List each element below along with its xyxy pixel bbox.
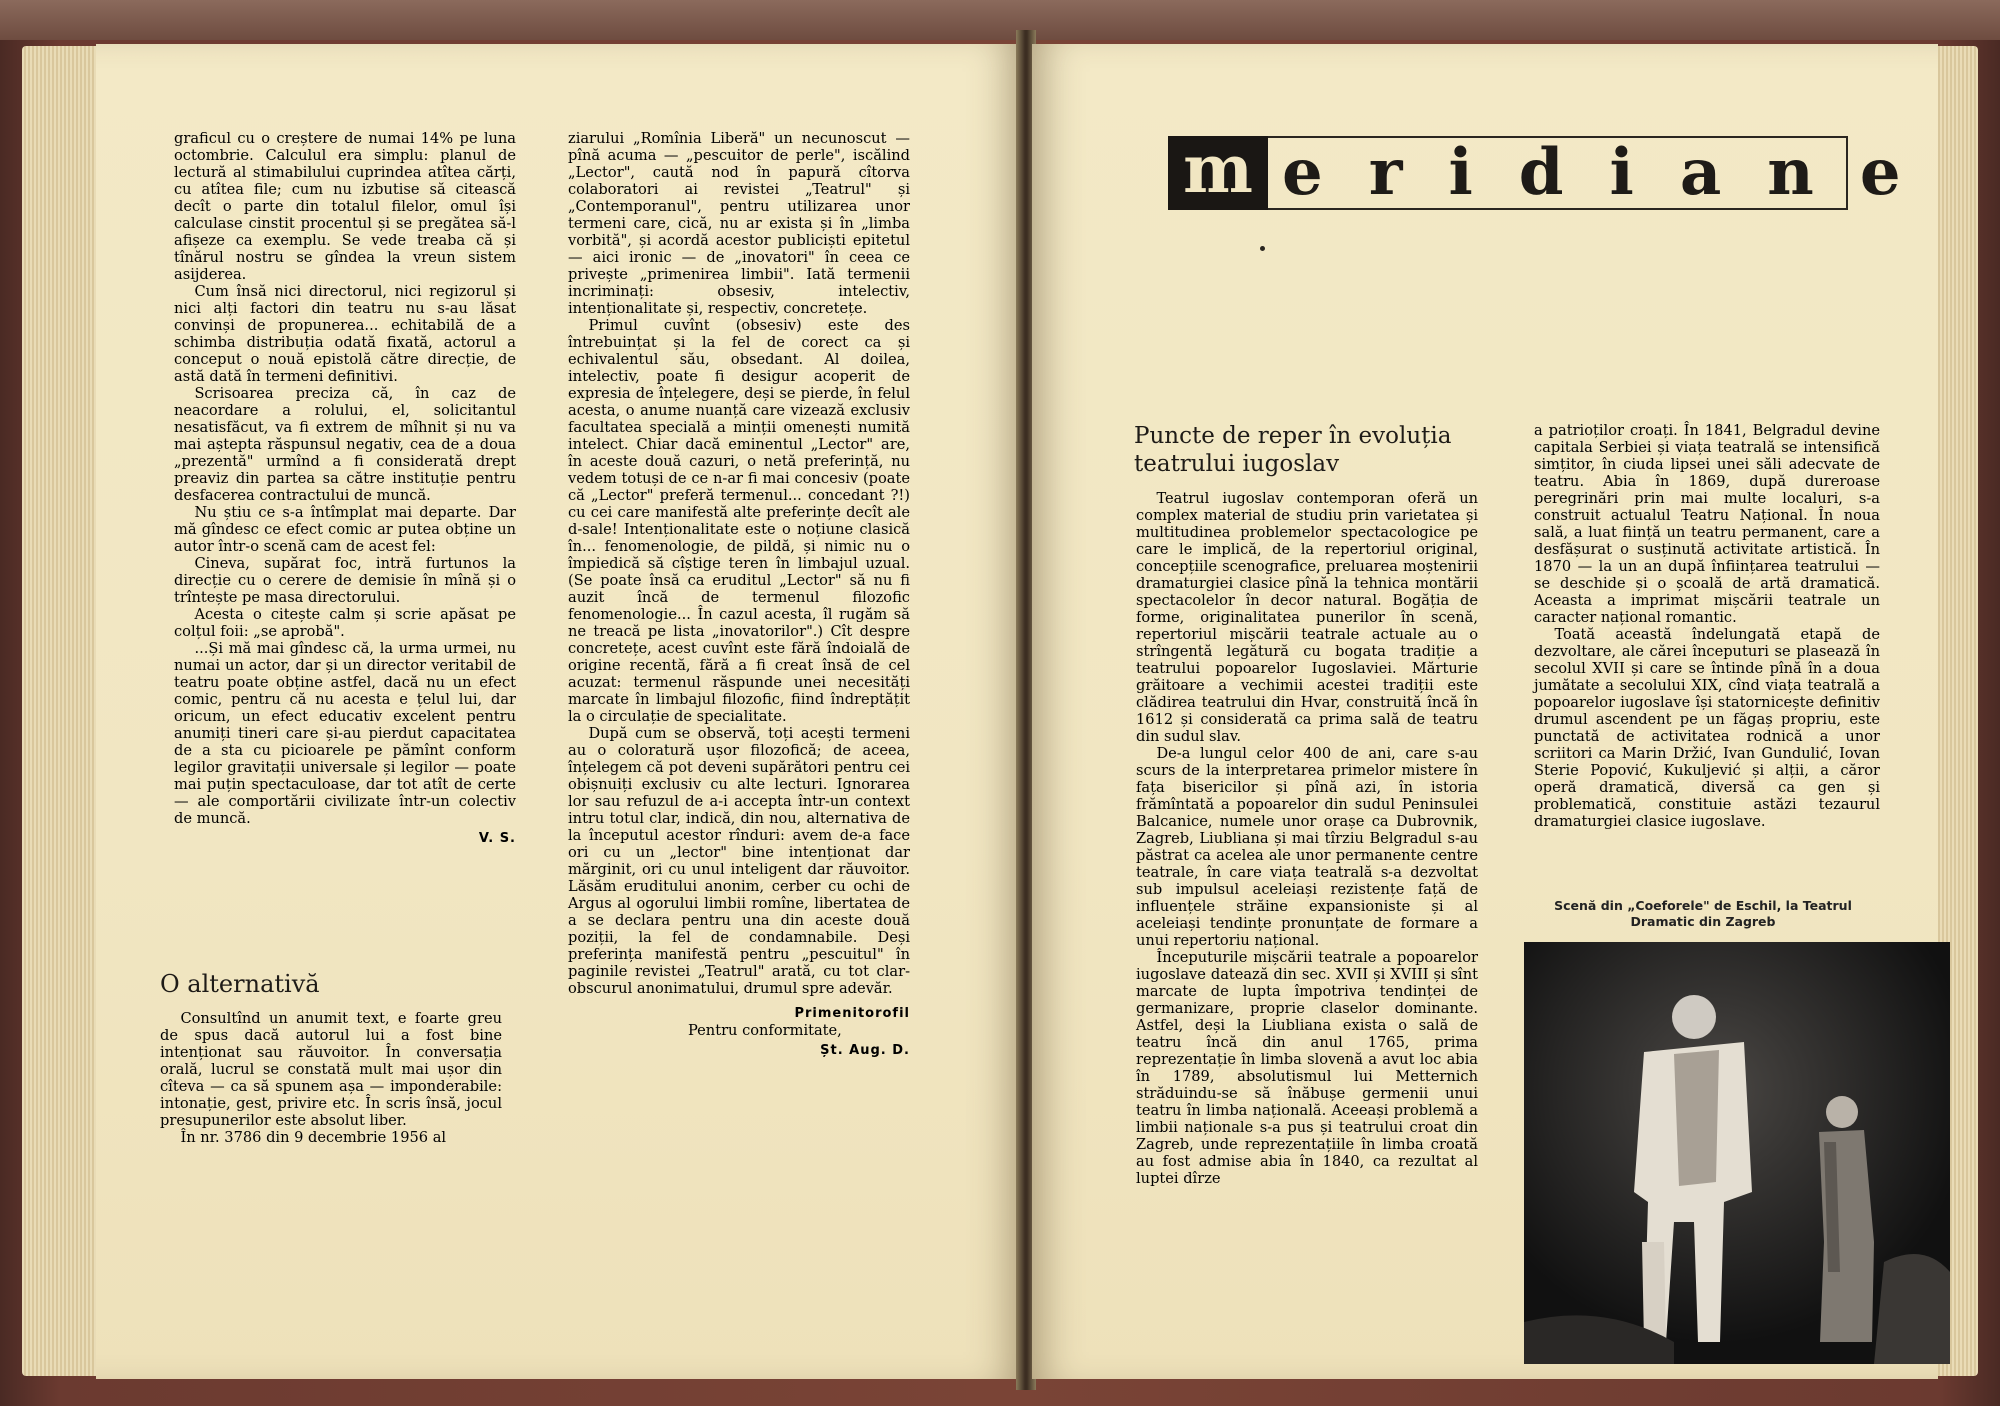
left-col2-paragraph: După cum se observă, toți acești termeni au o coloratură ușor filozofică; de aceea, înțelegem că pot deveni supărători pentru cei obișnuiți exclusiv cu alte lecturi. Ignorarea lor sau refuzul de a-i accepta într-un context intru totul clar, indică, din nou, alternativa de la începutul acestor rînduri: avem de-a face ori cu un „lector" bine intenționat dar mărginit, ori cu unul inteligent dar răuvoitor. Lăsăm eruditului anonim, cerber cu ochi de Argus al ogorului limbii romîne, libertatea de a se declara pentru una din aceste două poziții, la fel de condamnabile. Deși preferința manifestă pentru „pescuitul" în paginile revistei „Teatrul" arată, cu tot clar-obscurul anonimatului, drumul spre adevăr. — [568, 725, 910, 997]
article-title — [1134, 422, 1514, 478]
banner-rest: eridiane — [1282, 135, 1947, 210]
left-col1-paragraph: Nu știu ce s-a întîmplat mai departe. Dar mă gîndesc ce efect comic ar putea obține un autor într-o scenă cam de acest fel: — [174, 504, 516, 555]
left-col1-paragraph: Scrisoarea preciza că, în caz de neacordare a rolului, el, solicitantul nesatisfăcut, va fi extrem de mîhnit și nu va mai aștepta răspunsul negativ, cea de a doua „prezentă" urmînd a fi considerată drept preaviz din partea sa către instituție pentru desfacerea contractului de muncă. — [174, 385, 516, 504]
left-col1-paragraph: Acesta o citește calm și scrie apăsat pe colțul foii: „se aprobă". — [174, 606, 516, 640]
left-col2-text — [568, 130, 910, 997]
left-col1-paragraph: Cineva, supărat foc, intră furtunos la direcție cu o cerere de demisie în mînă și o trîntește pe masa directorului. — [174, 555, 516, 606]
article-title-line1: Puncte de reper în evoluția — [1134, 423, 1452, 449]
left-col2-paragraph: ziarului „Romînia Liberă" un necunoscut — pînă acuma — „pescuitor de perle", iscălind „Lector", caută nod în papură cîtorva colaboratori ai revistei „Teatrul" și „Contemporanul", pentru utilizarea unor termeni care, cică, nu ar exista și în „limba vorbită", și acordă acestor publiciști epitetul — aici ironic — de „inovatori" în ceea ce privește „primenirea limbii". Iată termenii incriminați: obsesiv, intelectiv, intenționalitate și, respectiv, concretețe. — [568, 130, 910, 317]
ornament-dot — [1260, 246, 1265, 251]
alternativa-paragraph: Consultînd un anumit text, e foarte greu de spus dacă autorul lui a fost bine intenționat sau răuvoitor. În conversația orală, lucrul se constată mult mai ușor din cîteva — ca să spunem așa — imponderabile: intonație, gest, privire etc. În scris însă, jocul presupunerilor este absolut liber. — [160, 1010, 502, 1129]
signature-st-aug-d: Șt. Aug. D. — [820, 1043, 910, 1058]
theatre-scene-photo — [1524, 942, 1950, 1364]
meridiane-banner — [1168, 130, 1947, 210]
photo-caption: Scenă din „Coeforele" de Eschil, la Teatrul Dramatic din Zagreb — [1554, 898, 1852, 929]
article-col2-paragraph: Toată această îndelungată etapă de dezvoltare, ale cărei începuturi se plasează în secolul XVII și care se întinde pînă în a doua jumătate a secolului XIX, cînd viața teatrală a popoarelor iugoslave își statornicește definitiv drumul ascendent pe un făgaș propriu, este punctată de activitatea rodnică a unor scriitori ca Marin Držić, Ivan Gundulić, Iovan Sterie Popović, Kukuljević și alții, a căror operă dramatică, diversă ca gen și problematică, constituie astăzi tezaurul dramaturgiei clasice iugoslave. — [1534, 626, 1880, 830]
article-col1-paragraph: Teatrul iugoslav contemporan oferă un complex material de studiu prin varietatea și multitudinea problemelor spectacologice pe care le implică, de la repertoriul original, concepțiile scenografice, preluarea moștenirii dramaturgiei clasice pînă la tehnica montării spectacolelor în decor natural. Bogăția de forme, originalitatea punerilor în scenă, repertoriul mișcării teatrale actuale au o strîngentă legătură cu bogata tradiție a teatrului popoarelor Iugoslaviei. Mărturie grăitoare a vechimii acestei tradiții este clădirea teatrului din Hvar, construită încă în 1612 și considerată ca prima sală de teatru din sudul slav. — [1136, 490, 1478, 745]
article-col1-paragraph: Începuturile mișcării teatrale a popoarelor iugoslave datează din sec. XVII și XVIII și sînt marcate de lupta împotriva tendinței de germanizare, proprie claselor dominante. Astfel, deși la Liubliana exista o sală de teatru încă din anul 1765, prima reprezentație în limba slovenă a avut loc abia în 1789, absolutismul lui Metternich străduindu-se să înăbușe germenii unui teatru în limba națională. Aceeași problemă a limbii naționale s-a pus și teatrului croat din Zagreb, unde reprezentațiile în limba croată au fost admise abia în 1840, ca rezultat al luptei dîrze — [1136, 949, 1478, 1187]
left-col2-paragraph: Primul cuvînt (obsesiv) este des întrebuințat și la fel de corect ca și echivalentul său, obsedant. Al doilea, intelectiv, poate fi desigur acoperit de expresia de înțelegere, deși se pierde, în felul acesta, o anume nuanță care vizează exclusiv facultatea specială a minții omenești numită intelect. Chiar dacă eminentul „Lector" are, în aceste două cazuri, o netă preferință, nu vedem totuși de ce n-ar fi mai concesiv (poate că „Lector" preferă termenul... concedant ?!) cu cei care manifestă alte preferințe decît ale d-sale! Intenționalitate este o noțiune clasică în... fenomenologie, de pildă, și nimic nu o împiedică să cîștige teren în limbajul uzual. (Se poate însă ca eruditul „Lector" să nu fi auzit încă de termenul filozofic fenomenologie... În cazul acesta, îl rugăm să ne treacă pe lista „inovatorilor".) Cît despre concretețe, acest cuvînt este fără îndoială de origine recentă, fără a fi creat însă de cel acuzat: termenul răspunde unei necesități marcate în limbajul filozofic, fiind îndreptățit la o circulație de specialitate. — [568, 317, 910, 725]
section-title-alternativa: O alternativă — [160, 970, 320, 998]
article-col2-paragraph: a patrioților croați. În 1841, Belgradul devine capitala Serbiei și viața teatrală se intensifică simțitor, în ciuda lipsei unei săli adecvate de teatru. Abia în 1869, după dureroase peregrinări prin mai multe localuri, s-a construit actualul Teatru Național. În noua sală, a luat ființă un teatru permanent, care a desfășurat o susținută activitate artistică. În 1870 — la un an după înființarea teatrului — se deschide și o școală de artă dramatică. Aceasta a imprimat mișcării teatrale un caracter național romantic. — [1534, 422, 1880, 626]
book-cover-edge — [0, 0, 2000, 40]
left-column-2 — [568, 130, 910, 1059]
left-column-1-section — [160, 1010, 502, 1146]
conformity-note: Pentru conformitate, — [688, 1022, 842, 1039]
banner-first-letter: m — [1168, 136, 1268, 210]
right-column-1 — [1136, 490, 1478, 1187]
left-col1-paragraph: Cum însă nici directorul, nici regizorul și nici alți factori din teatru nu s-au lăsat convinși de propunerea... echitabilă de a schimba distribuția odată fixată, actorul a conceput o nouă epistolă către direcție, de astă dată în termeni definitivi. — [174, 283, 516, 385]
article-col1-paragraph: De-a lungul celor 400 de ani, care s-au scurs de la interpretarea primelor mistere în fața bisericilor și pînă azi, în istoria frămîntată a popoarelor din sudul Peninsulei Balcanice, numele unor orașe ca Dubrovnik, Zagreb, Liubliana și mai tîrziu Belgradul s-au păstrat ca acelea ale unor permanente centre teatrale, în care viața teatrală s-a dezvoltat sub impulsul aceleiași rezistențe față de influențele străine expansioniste și al aceleiași tendințe pronunțate de formare a unui repertoriu național. — [1136, 745, 1478, 949]
alternativa-paragraph: În nr. 3786 din 9 decembrie 1956 al — [180, 1129, 447, 1146]
left-column-1 — [174, 130, 516, 847]
signature-primenitorofil: Primenitorofil — [794, 1006, 910, 1021]
right-column-2 — [1534, 422, 1880, 830]
left-col1-text — [174, 130, 516, 827]
left-col1-paragraph: ...Și mă mai gîndesc că, la urma urmei, nu numai un actor, dar și un director veritabil de teatru poate obține astfel, dacă nu un efect comic, pentru că nu acesta e țelul lui, dar oricum, un efect educativ excelent pentru anumiți tineri care și-au pierdut capacitatea de a sta cu picioarele pe pămînt conform legilor gravitații universale și legilor — poate mai puțin spectaculoase, dar tot atît de certe — ale comportării civilizate într-un colectiv de muncă. — [174, 640, 516, 827]
theatre-scene-illustration — [1524, 942, 1950, 1364]
signature-vs: V. S. — [478, 831, 516, 846]
page-stack-left — [22, 46, 102, 1376]
left-col1-paragraph: graficul cu o creștere de numai 14% pe luna octombrie. Calculul era simplu: planul de lectură al stimabilului cuprindea atîtea cărți, cu atîtea file; cum nu izbutise să citească decît o parte din totalul filelor, omul își calculase cinstit procentul și se pregătea să-l afișeze ca exemplu. Se vede treaba că și tînărul nostru se gîndea la vreun sistem asijderea. — [174, 130, 516, 283]
article-title-line2: teatrului iugoslav — [1134, 451, 1340, 477]
